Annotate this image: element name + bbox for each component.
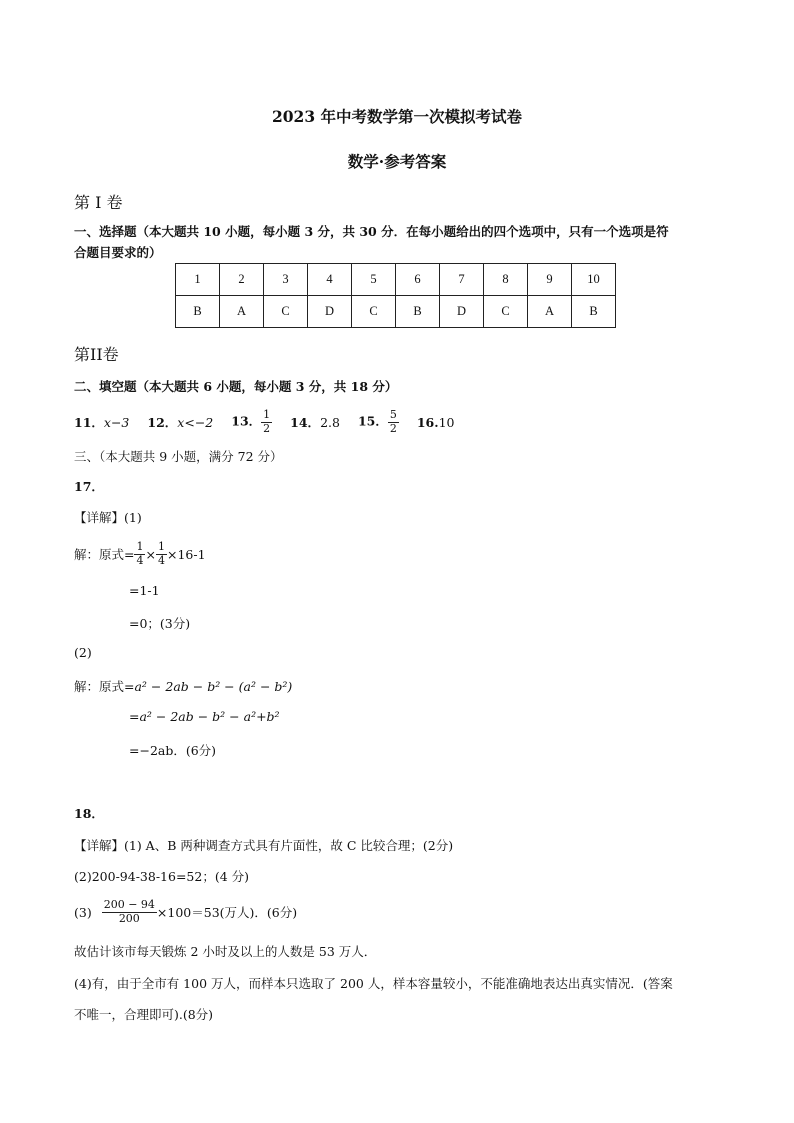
- fraction: $\frac{5}{2}$: [389, 407, 397, 435]
- table-cell: 9: [528, 264, 572, 296]
- solution-expression: ×100＝53(万人)．(6分): [156, 905, 298, 920]
- q17-line-e: =a² − 2ab − b² − a²+b²: [129, 709, 280, 724]
- answer-table-answer-row: [176, 296, 616, 328]
- q17-detail-label: 【详解】(1): [74, 510, 142, 525]
- table-cell: 3: [264, 264, 308, 296]
- answer-value: 2.8: [320, 415, 340, 430]
- table-cell: B: [176, 296, 220, 328]
- solution-prefix: 解：原式=: [74, 679, 135, 694]
- question-number: 13．: [231, 413, 262, 429]
- q17-part2-label: (2): [74, 645, 92, 660]
- table-cell: A: [528, 296, 572, 328]
- fill-answers-row: [74, 405, 473, 439]
- q18-line1: 【详解】(1) A、B 两种调查方式具有片面性，故 C 比较合理；(2分): [74, 838, 454, 853]
- table-cell: D: [308, 296, 352, 328]
- table-cell: 7: [440, 264, 484, 296]
- table-cell: B: [396, 296, 440, 328]
- answer-value: x−3: [103, 415, 130, 430]
- table-cell: 5: [352, 264, 396, 296]
- answer-value: x<−2: [177, 415, 214, 430]
- solve-heading: 三、（本大题共 9 小题，满分 72 分）: [74, 449, 283, 464]
- table-cell: 6: [396, 264, 440, 296]
- page-subtitle: 数学·参考答案: [347, 152, 447, 171]
- fraction: $\frac{1}{4}$: [136, 539, 144, 567]
- q17-number: 17．: [74, 479, 104, 494]
- q18-number: 18．: [74, 806, 104, 821]
- question-number: 11．: [74, 415, 104, 430]
- fraction: $\frac{1}{4}$: [157, 539, 165, 567]
- table-cell: C: [484, 296, 528, 328]
- question-number: 16.: [416, 414, 439, 430]
- table-cell: 4: [308, 264, 352, 296]
- question-number: 12．: [147, 415, 178, 430]
- table-cell: 10: [572, 264, 616, 296]
- part2-label: 第II卷: [74, 345, 119, 364]
- question-number: 14．: [290, 415, 321, 430]
- q18-line4: 故估计该市每天锻炼 2 小时及以上的人数是 53 万人．: [74, 944, 377, 959]
- answer-table-number-row: [176, 264, 616, 296]
- q17-line-f: =−2ab．(6分): [129, 743, 217, 758]
- table-cell: 8: [484, 264, 528, 296]
- page-title: 2023 年中考数学第一次模拟考试卷: [271, 107, 523, 126]
- q18-line6: 不唯一，合理即可).(8分): [74, 1007, 214, 1022]
- q17-line-b: =1-1: [129, 583, 160, 598]
- table-cell: 2: [220, 264, 264, 296]
- choice-instruction-line2: 合题目要求的）: [74, 245, 162, 260]
- solution-expression: ×16-1: [166, 546, 206, 562]
- table-cell: D: [440, 296, 484, 328]
- q17-line-a: [74, 537, 206, 571]
- table-cell: 1: [176, 264, 220, 296]
- part1-label: 第 I 卷: [74, 193, 123, 212]
- table-cell: A: [220, 296, 264, 328]
- table-cell: C: [264, 296, 308, 328]
- answer-value: 10: [438, 414, 455, 430]
- part-label: (3): [74, 904, 92, 920]
- q18-line3: [74, 895, 297, 929]
- table-cell: B: [572, 296, 616, 328]
- fill-heading: 二、填空题（本大题共 6 小题，每小题 3 分，共 18 分）: [74, 379, 398, 394]
- fraction: $\frac{1}{2}$: [263, 407, 271, 435]
- solution-prefix: 解：原式=: [74, 547, 135, 562]
- question-number: 15．: [357, 413, 388, 429]
- solution-expression: a² − 2ab − b² − (a² − b²): [134, 679, 293, 694]
- fraction: $\frac{200 - 94}{200}$: [103, 897, 155, 925]
- q18-line2: (2)200-94-38-16=52；(4 分): [74, 869, 250, 884]
- table-cell: C: [352, 296, 396, 328]
- q18-line5: (4)有，由于全市有 100 万人，而样本只选取了 200 人，样本容量较小，不能准确地表达出真实情况．(答案: [74, 976, 673, 991]
- choice-instruction-line1: 一、选择题（本大题共 10 小题，每小题 3 分，共 30 分．在每小题给出的四个选项中，只有一个选项是符: [74, 224, 669, 239]
- answer-table: [175, 263, 616, 328]
- q17-line-d: [74, 677, 292, 695]
- q17-line-c: =0；(3分): [129, 616, 191, 631]
- times-sign: ×: [145, 546, 156, 562]
